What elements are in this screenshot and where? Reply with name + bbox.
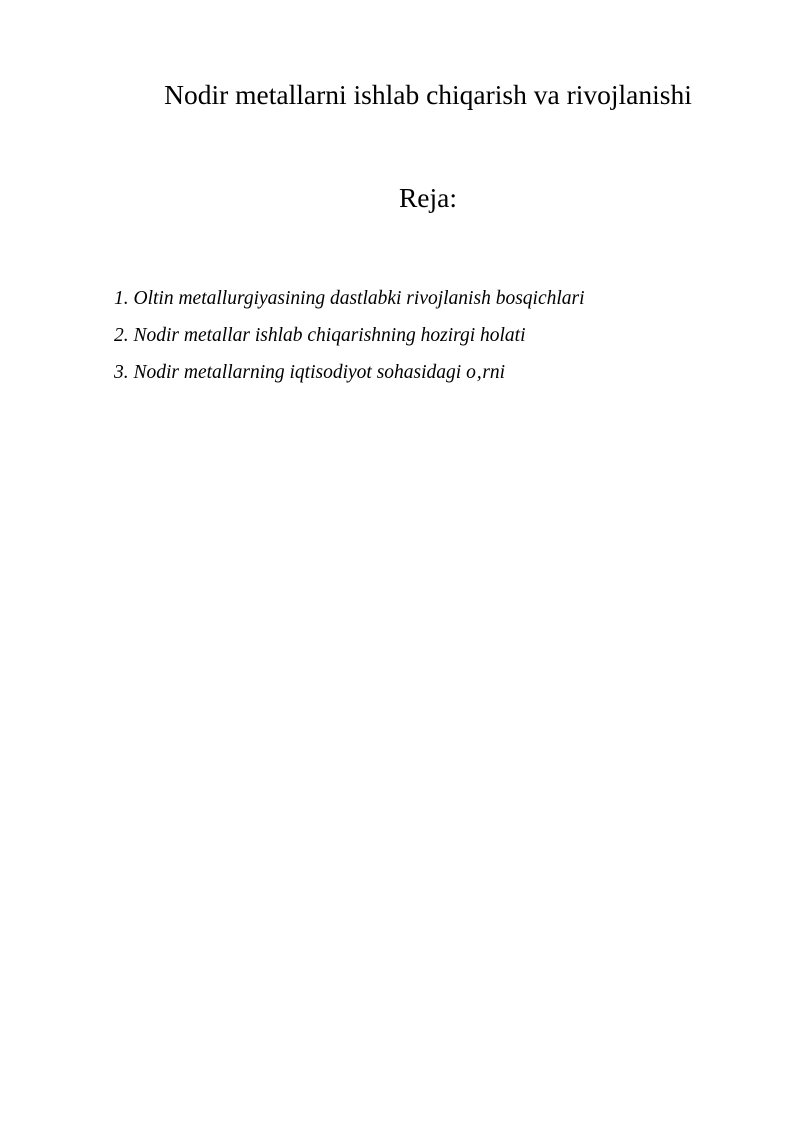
plan-list [114,280,585,391]
document-title: Nodir metallarni ishlab chiqarish va rivojlanishi [164,79,692,110]
plan-item-3: 3. Nodir metallarning iqtisodiyot sohasidagi o‚rni [114,362,506,383]
plan-heading: Reja: [398,182,458,213]
plan-item-2: 2. Nodir metallar ishlab chiqarishning hozirgi holati [114,325,526,346]
plan-item-1: 1. Oltin metallurgiyasining dastlabki rivojlanish bosqichlari [114,288,585,309]
